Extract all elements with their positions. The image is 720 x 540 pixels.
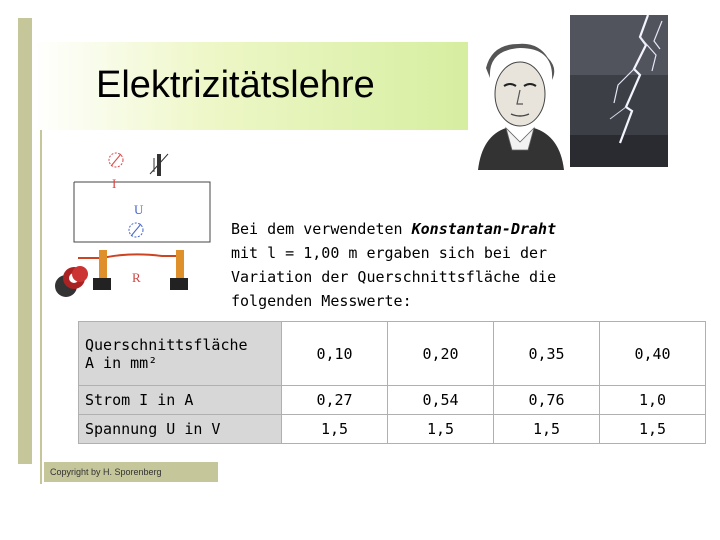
description-line-2: mit l = 1,00 m ergaben sich bei der xyxy=(231,244,548,262)
table-cell: 1,0 xyxy=(600,386,706,415)
voltmeter-icon xyxy=(129,223,143,237)
table-cell: 0,35 xyxy=(494,322,600,386)
table-cell: 0,27 xyxy=(282,386,388,415)
current-label: I xyxy=(112,176,117,191)
battery-icon xyxy=(150,154,168,176)
table-row xyxy=(79,386,706,415)
table-cell: 0,40 xyxy=(600,322,706,386)
description-line-4: folgenden Messwerte: xyxy=(231,292,412,310)
measurement-table xyxy=(78,321,706,444)
row-header-area: Querschnittsfläche A in mm² xyxy=(79,322,282,386)
portrait-image xyxy=(468,38,572,170)
description-text xyxy=(231,217,651,313)
description-line-3: Variation der Querschnittsfläche die xyxy=(231,268,557,286)
row-header-current: Strom I in A xyxy=(79,386,282,415)
wire-coil-icon xyxy=(55,266,88,297)
table-cell: 0,10 xyxy=(282,322,388,386)
voltage-label: U xyxy=(134,202,144,217)
resistor-label: R xyxy=(132,270,141,285)
table-cell: 1,5 xyxy=(388,415,494,444)
table-cell: 1,5 xyxy=(494,415,600,444)
table-cell: 0,20 xyxy=(388,322,494,386)
lightning-image xyxy=(570,15,668,167)
table-cell: 1,5 xyxy=(600,415,706,444)
wire-sample xyxy=(78,254,182,258)
row-header-voltage: Spannung U in V xyxy=(79,415,282,444)
circuit-diagram xyxy=(50,146,230,306)
table-row xyxy=(79,322,706,386)
decorative-olive-bar xyxy=(18,18,32,464)
table-cell: 0,76 xyxy=(494,386,600,415)
table-row xyxy=(79,415,706,444)
table-cell: 0,54 xyxy=(388,386,494,415)
description-line-1: Bei dem verwendeten Konstantan-Draht xyxy=(231,220,557,238)
ammeter-icon xyxy=(109,153,123,167)
slide-title: Elektrizitätslehre xyxy=(96,64,375,106)
copyright-notice: Copyright by H. Sporenberg xyxy=(44,462,218,482)
table-cell: 1,5 xyxy=(282,415,388,444)
